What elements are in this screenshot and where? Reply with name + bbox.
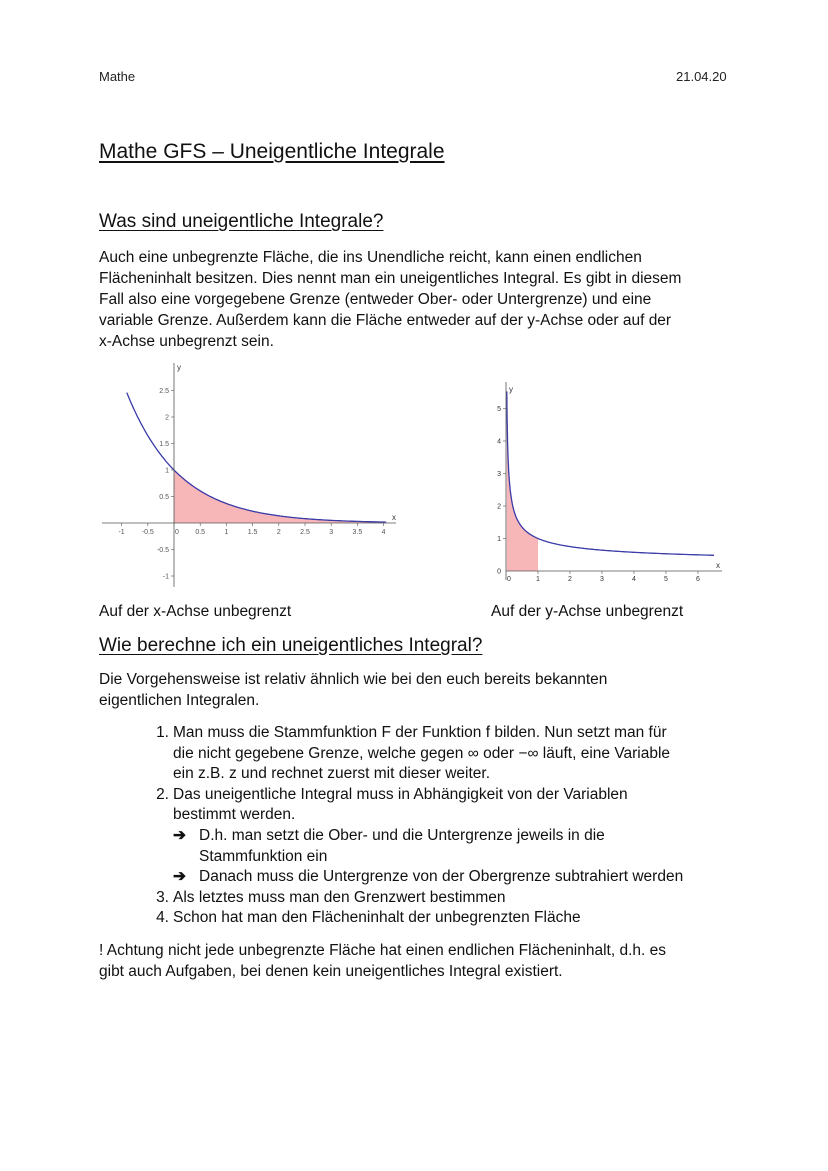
x-tick-label: 4 — [632, 576, 636, 583]
steps-list — [156, 723, 773, 929]
text-line: Schon hat man den Flächeninhalt der unbegrenzten Fläche — [173, 909, 581, 927]
y-tick-label: 5 — [497, 406, 501, 413]
text-line: Flächeninhalt besitzen. Dies nennt man ein uneigentliches Integral. Es gibt in diesem — [99, 270, 682, 287]
text-line: ein z.B. z und rechnet zuerst mit dieser weiter. — [173, 765, 491, 783]
y-tick-label: 1 — [497, 536, 501, 543]
text-line: Das uneigentliche Integral muss in Abhängigkeit von der Variablen — [173, 785, 628, 803]
x-tick-label: 1 — [224, 529, 229, 536]
x-axis-label: x — [716, 561, 720, 570]
list-number: 2. — [156, 785, 169, 803]
text-line: Fall also eine vorgegebene Grenze (entweder Ober- oder Untergrenze) und eine — [99, 291, 652, 308]
section2-heading: Wie berechne ich ein uneigentliches Integral? — [99, 635, 483, 656]
y-tick-label: 4 — [497, 438, 501, 446]
x-tick-label: 5 — [664, 576, 668, 583]
y-tick-label: 1.5 — [159, 441, 169, 448]
x-tick-label: 2 — [568, 576, 572, 583]
area-under-curve — [507, 391, 538, 571]
list-number: 4. — [156, 909, 169, 927]
header-subject: Mathe — [99, 69, 136, 84]
x-tick-label: 3.5 — [352, 529, 363, 536]
x-tick-label: -1 — [118, 529, 125, 536]
x-tick-label: 2.5 — [300, 529, 310, 536]
arrow-icon: ➔ — [173, 826, 186, 844]
text-line: variable Grenze. Außerdem kann die Fläche entweder auf der y-Achse oder auf der — [99, 312, 672, 329]
text-line: bestimmt werden. — [173, 806, 296, 824]
sub-item — [173, 826, 773, 867]
x-axis-label: x — [392, 513, 396, 522]
y-axis-label: y — [509, 385, 513, 394]
sub-item — [173, 867, 773, 888]
y-tick-label: 2.5 — [159, 388, 169, 395]
list-item — [156, 888, 773, 909]
text-line: ! Achtung nicht jede unbegrenzte Fläche hat einen endlichen Flächeninhalt, d.h. es — [99, 942, 667, 959]
area-under-curve — [174, 470, 386, 523]
y-tick-label: -1 — [162, 573, 169, 581]
y-tick-label: 1 — [165, 467, 169, 475]
x-tick-label: 6 — [696, 576, 700, 583]
list-number: 3. — [156, 888, 169, 906]
list-number: 1. — [156, 724, 169, 741]
arrow-icon: ➔ — [173, 868, 186, 886]
y-tick-label: 2 — [497, 503, 501, 511]
y-tick-label: 3 — [497, 471, 501, 478]
graph2-caption: Auf der y-Achse unbegrenzt — [491, 603, 684, 620]
text-line: Die Vorgehensweise ist relativ ähnlich wie bei den euch bereits bekannten — [99, 671, 608, 688]
y-tick-label: 2 — [165, 414, 169, 422]
text-line: gibt auch Aufgaben, bei denen kein uneigentliches Integral existiert. — [99, 963, 563, 980]
list-item — [156, 785, 773, 888]
graph1-caption: Auf der x-Achse unbegrenzt — [99, 603, 292, 620]
text-line: Auch eine unbegrenzte Fläche, die ins Unendliche reicht, kann einen endlichen — [99, 249, 642, 266]
text-line: Danach muss die Untergrenze von der Obergrenze subtrahiert werden — [199, 868, 684, 886]
x-tick-label: 1.5 — [247, 529, 258, 536]
list-item — [156, 908, 773, 929]
y-tick-label: 0.5 — [159, 494, 169, 501]
x-tick-label: 0.5 — [195, 529, 206, 536]
graph-x-unbounded — [96, 355, 416, 590]
text-line: Man muss die Stammfunktion F der Funktion f bilden. Nun setzt man für — [173, 724, 667, 741]
x-tick-label: 4 — [381, 529, 386, 536]
graph-y-unbounded — [490, 380, 725, 585]
text-line: eigentlichen Integralen. — [99, 692, 260, 709]
x-tick-label: 2 — [276, 529, 281, 536]
function-curve — [507, 391, 714, 555]
text-line: Stammfunktion ein — [199, 847, 328, 865]
warning-note — [99, 940, 759, 982]
section1-paragraph — [99, 247, 739, 352]
x-tick-label: 1 — [536, 576, 540, 583]
section2-intro — [99, 669, 739, 711]
x-tick-label: -0.5 — [141, 529, 154, 536]
y-tick-label: -0.5 — [156, 547, 169, 554]
y-tick-label: 0 — [497, 568, 501, 576]
x-tick-label: 3 — [329, 529, 334, 536]
y-axis-label: y — [177, 363, 181, 372]
header-date: 21.04.20 — [676, 69, 727, 84]
x-tick-label: 0 — [175, 529, 179, 536]
text-line: x-Achse unbegrenzt sein. — [99, 333, 274, 350]
text-line: Als letztes muss man den Grenzwert bestimmen — [173, 888, 506, 906]
page-title: Mathe GFS – Uneigentliche Integrale — [99, 140, 445, 163]
x-tick-label: 3 — [600, 576, 604, 583]
function-curve — [127, 393, 386, 522]
section1-heading: Was sind uneigentliche Integrale? — [99, 211, 384, 232]
x-tick-label: 0 — [507, 576, 511, 583]
text-line: die nicht gegebene Grenze, welche gegen ∞ oder −∞ läuft, eine Variable — [173, 744, 671, 762]
text-line: D.h. man setzt die Ober- und die Untergrenze jeweils in die — [199, 826, 605, 844]
list-item — [156, 723, 773, 785]
